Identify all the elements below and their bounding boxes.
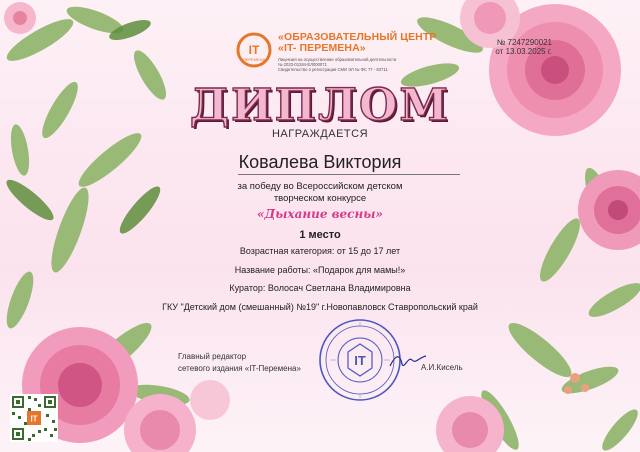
signature-role-line1: Главный редактор bbox=[178, 352, 247, 361]
institution: ГКУ "Детский дом (смешанный) №19" г.Новопавловск Ставропольский край bbox=[162, 302, 478, 312]
awarded-label: НАГРАЖДАЕТСЯ bbox=[271, 128, 369, 140]
org-name-line2: «IT- ПЕРЕМЕНА» bbox=[278, 42, 366, 54]
curator: Куратор: Волосач Светлана Владимировна bbox=[229, 283, 411, 293]
registration-date: от 13.03.2025 г. bbox=[495, 47, 552, 56]
license-line2: № 2023-01284-ЕЛ000071 bbox=[278, 62, 327, 67]
work-title: Название работы: «Подарок для мамы!» bbox=[234, 265, 406, 275]
it-peremena-logo bbox=[236, 32, 272, 68]
registration-info bbox=[495, 38, 552, 56]
logo-subtext: ПЕРЕМЕНА bbox=[242, 57, 266, 62]
org-name-line1: «ОБРАЗОВАТЕЛЬНЫЙ ЦЕНТР bbox=[278, 31, 437, 43]
official-stamp bbox=[318, 318, 402, 402]
qr-code bbox=[10, 394, 58, 442]
name-underline bbox=[238, 174, 460, 175]
recipient-name: Ковалева Виктория bbox=[238, 152, 402, 172]
signature-role-line2: сетевого издания «IT-Перемена» bbox=[178, 364, 301, 373]
place-award: 1 место bbox=[299, 229, 341, 241]
org-name bbox=[278, 32, 436, 54]
victory-line1: за победу во Всероссийском детском bbox=[237, 181, 403, 192]
stamp-text: IT bbox=[354, 353, 366, 368]
logo-text: IT bbox=[248, 43, 260, 57]
license-line1: Лицензия на осуществление образовательной деятельности bbox=[278, 57, 397, 62]
victory-line2: творческом конкурсе bbox=[273, 193, 367, 204]
signer-name: А.И.Кисель bbox=[421, 363, 463, 372]
contest-name: «Дыхание весны» bbox=[257, 207, 383, 221]
age-category: Возрастная категория: от 15 до 17 лет bbox=[239, 246, 401, 256]
diploma-title: ДИПЛОМ bbox=[189, 80, 451, 131]
registration-number: № 7247290021 bbox=[496, 38, 552, 47]
license-line3: Свидетельство о регистрации СМИ ЭЛ № ФС 77 - 83711 bbox=[278, 67, 388, 72]
qr-logo-text: IT bbox=[30, 414, 38, 424]
